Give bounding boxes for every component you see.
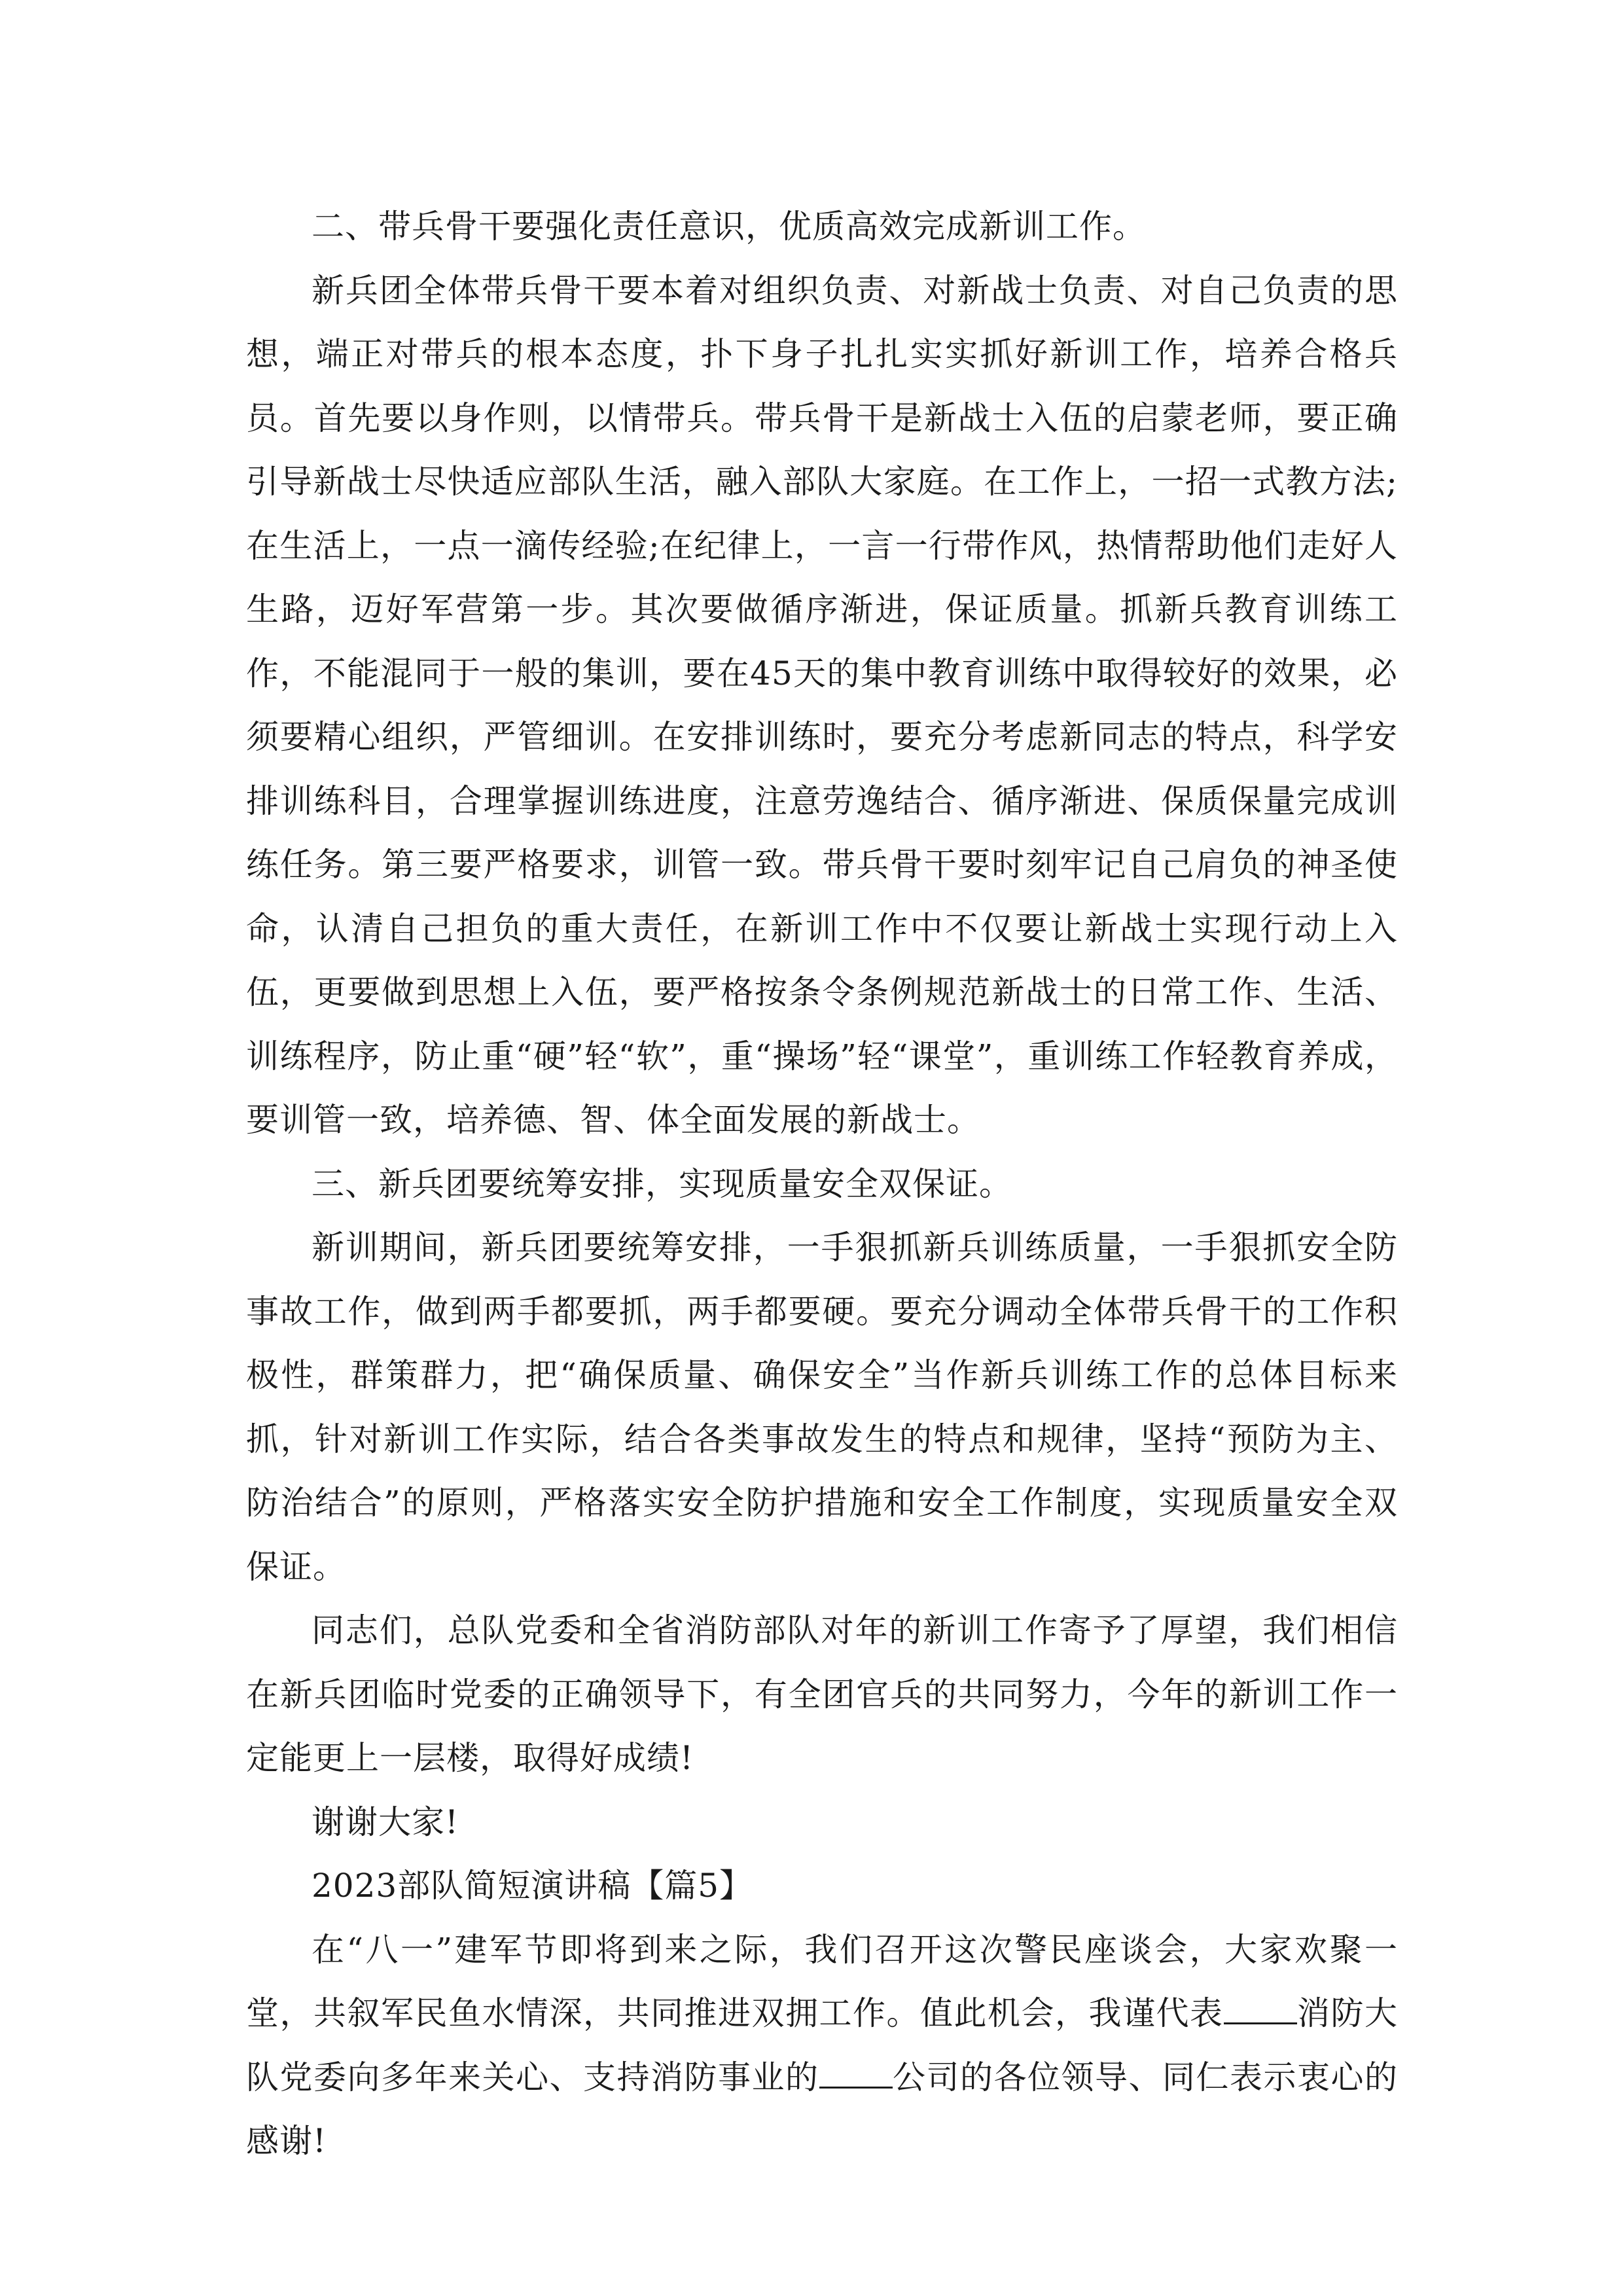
closing-thanks: 谢谢大家! — [312, 1803, 459, 1841]
body-paragraph: 同志们，总队党委和全省消防部队对年的新训工作寄予了厚望，我们相信在新兵团临时党委的正确领导下，有全团官兵的共同努力，今年的新训工作一定能更上一层楼，取得好成绩! — [246, 1611, 1398, 1777]
body-paragraph-last — [246, 1918, 1398, 2174]
article-title: 2023部队简短演讲稿【篇5】 — [312, 1867, 753, 1905]
document-body — [246, 195, 1398, 2174]
fill-in-blank — [1224, 1996, 1297, 2024]
body-paragraph: 新兵团全体带兵骨干要本着对组织负责、对新战士负责、对自己负责的思想，端正对带兵的根本态度，扑下身子扎扎实实抓好新训工作，培养合格兵员。首先要以身作则，以情带兵。带兵骨干是新战士入伍的启蒙老师，要正确引导新战士尽快适应部队生活，融入部队大家庭。在工作上，一招一式教方法;在生活上，一点一滴传经验;在纪律上，一言一行带作风，热情帮助他们走好人生路，迈好军营第一步。其次要做循序渐进，保证质量。抓新兵教育训练工作，不能混同于一般的集训，要在45天的集中教育训练中取得较好的效果，必须要精心组织，严管细训。在安排训练时，要充分考虑新同志的特点，科学安排训练科目，合理掌握训练进度，注意劳逸结合、循序渐进、保质保量完成训练任务。第三要严格要求，训管一致。带兵骨干要时刻牢记自己肩负的神圣使命，认清自己担负的重大责任，在新训工作中不仅要让新战士实现行动上入伍，更要做到思想上入伍，要严格按条令条例规范新战士的日常工作、生活、训练程序，防止重“硬”轻“软”，重“操场”轻“课堂”，重训练工作轻教育养成，要训管一致，培养德、智、体全面发展的新战士。 — [246, 271, 1398, 1139]
body-paragraph: 新训期间，新兵团要统筹安排，一手狠抓新兵训练质量，一手狠抓安全防事故工作，做到两手都要抓，两手都要硬。要充分调动全体带兵骨干的工作积极性，群策群力，把“确保质量、确保安全”当作新兵训练工作的总体目标来抓，针对新训工作实际，结合各类事故发生的特点和规律，坚持“预防为主、防治结合”的原则，严格落实安全防护措施和安全工作制度，实现质量安全双保证。 — [246, 1229, 1398, 1586]
section-heading-2: 二、带兵骨干要强化责任意识，优质高效完成新训工作。 — [312, 207, 1146, 245]
text-run: 消防大队党委向多年来关心、支持消防事业的 — [246, 1994, 1398, 2096]
section-heading-3: 三、新兵团要统筹安排，实现质量安全双保证。 — [312, 1164, 1012, 1203]
text-run: 在“八一”建军节即将到来之际，我们召开这次警民座谈会，大家欢聚一堂，共叙军民鱼水情深，共同推进双拥工作。值此机会，我谨代表 — [246, 1930, 1398, 2032]
text-run: 公司的各位领导、同仁表示衷心的感谢! — [246, 2058, 1398, 2160]
fill-in-blank — [819, 2060, 893, 2089]
